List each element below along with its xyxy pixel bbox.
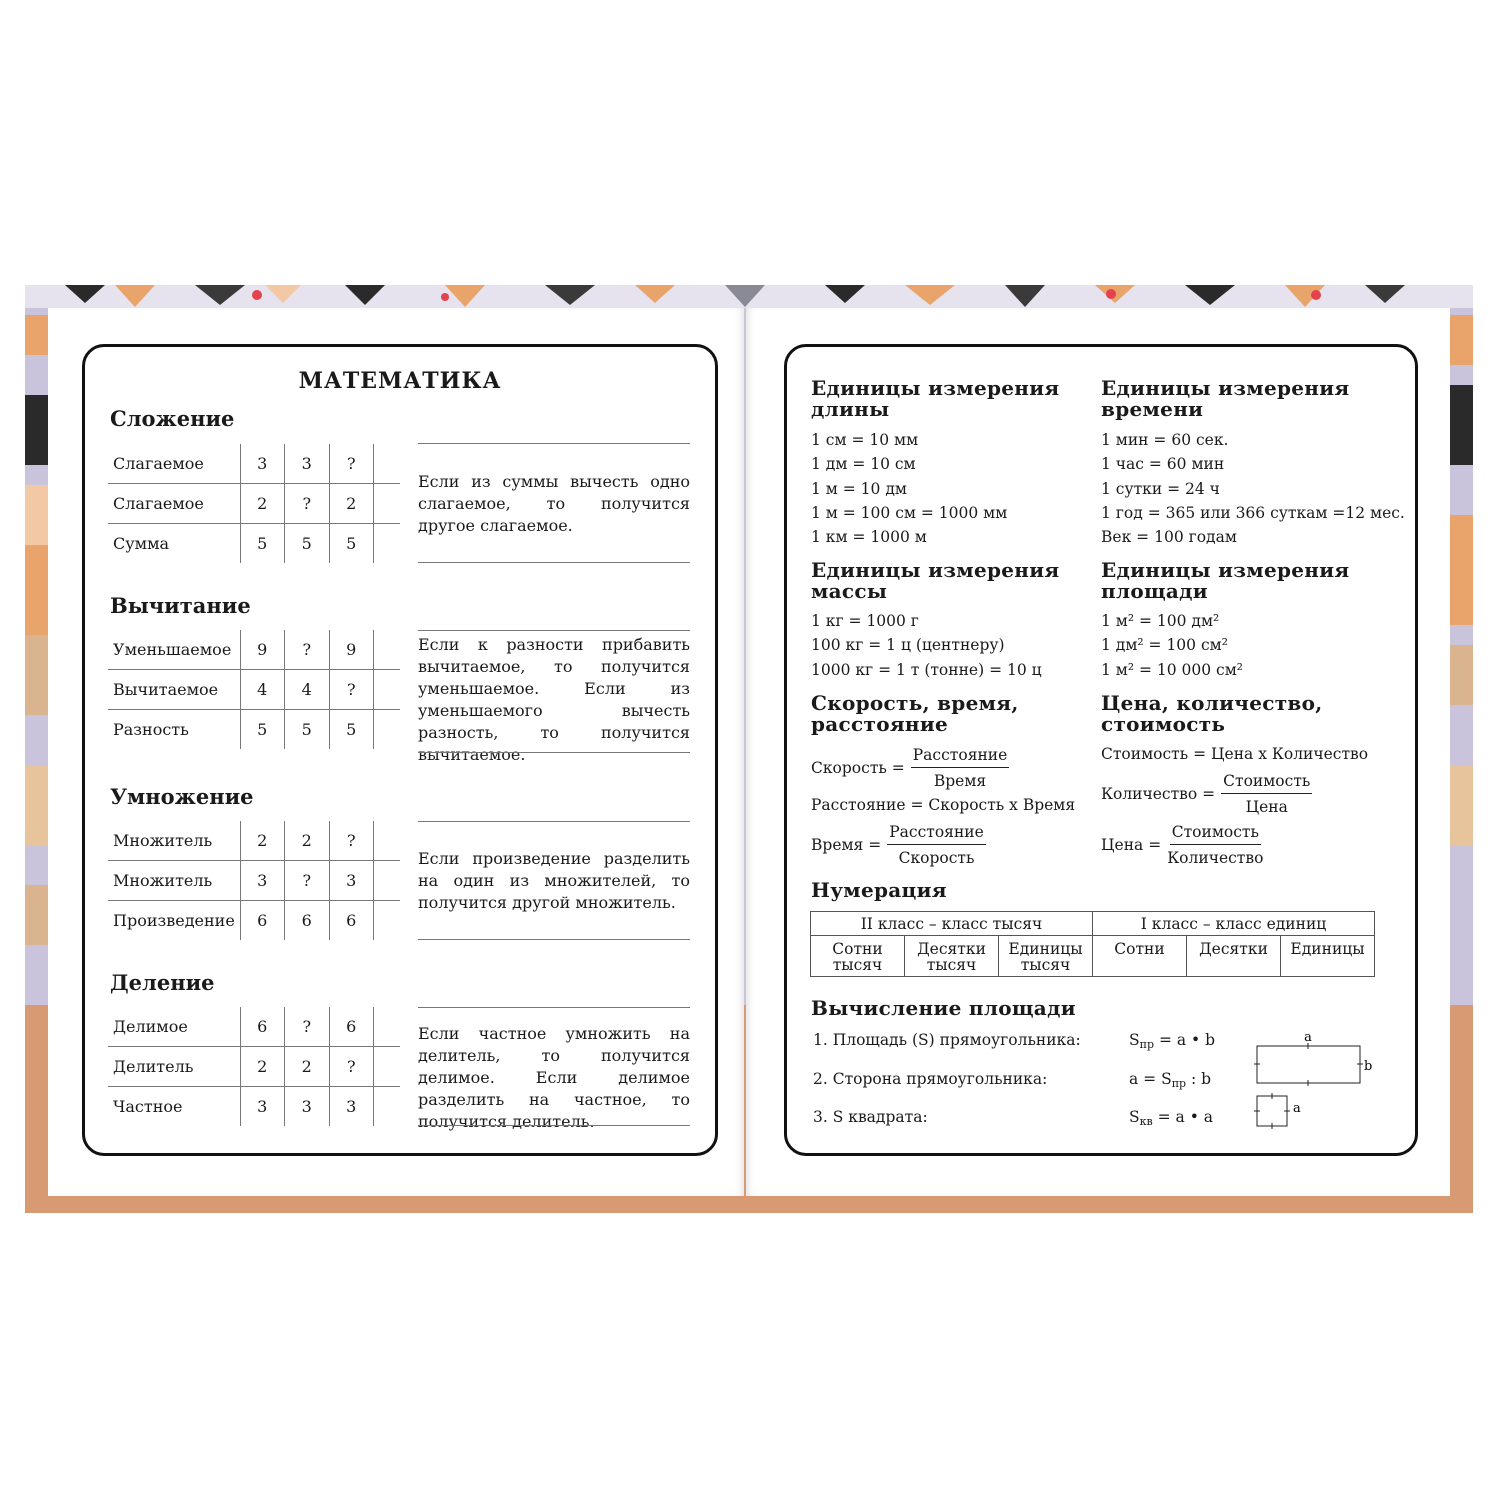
divider	[418, 562, 690, 563]
side-formula: $a = S_{пр}$ : b	[1129, 1070, 1212, 1090]
square-formula: $S_{кв} = a$ • a	[1129, 1108, 1214, 1128]
table-row: Произведение 6 6 6	[108, 900, 400, 940]
list-item: 1 дм² = 100 см²	[1101, 636, 1228, 655]
time-formula: Время = $\frac{\text{Расстояние}}{\text{Скорость}}$	[811, 823, 984, 867]
area-calc-title: Вычисление площади	[811, 996, 1076, 1020]
list-item: 1000 кг = 1 т (тонне) = 10 ц	[811, 660, 1042, 679]
divider	[418, 1125, 690, 1126]
table-row: Уменьшаемое 9 ? 9	[108, 630, 400, 670]
area-units-title: Единицы измерения площади	[1101, 558, 1350, 603]
division-rule: Если частное умножить на делитель, то получится делимое. Если делимое разделить на частное, то получится делитель.	[418, 1024, 690, 1131]
list-item: 1 км = 1000 м	[811, 528, 927, 547]
table-row: Сотни тысяч Десятки тысяч Единицы тысяч Сотни Десятки Единицы	[811, 936, 1375, 977]
list-item: 1 м = 10 дм	[811, 479, 907, 498]
division-title: Деление	[110, 970, 215, 995]
subtraction-rule: Если к разности прибавить вычитаемое, то получится уменьшаемое. Если из уменьшаемого вычесть разность, то получится вычитаемое.	[418, 635, 690, 764]
list-item: 1 м² = 100 дм²	[1101, 612, 1220, 630]
table-row: Делитель 2 2 ?	[108, 1047, 400, 1087]
page-title: МАТЕМАТИКА	[298, 368, 502, 394]
addition-rule: Если из суммы вычесть одно слагаемое, то получится другое слагаемое.	[418, 472, 690, 535]
speed-title: Скорость, время, расстояние	[811, 691, 1019, 736]
length-title: Единицы измерения длины	[811, 376, 1060, 421]
table-row: Множитель 3 ? 3	[108, 861, 400, 901]
multiplication-rule: Если произведение разделить на один из множителей, то получится другой множитель.	[418, 849, 690, 912]
area-rect-label: 1. Площадь (S) прямоугольника:	[813, 1031, 1081, 1049]
divider	[418, 630, 690, 631]
table-row: II класс – класс тысяч I класс – класс единиц	[811, 912, 1375, 936]
divider	[418, 443, 690, 444]
multiplication-table	[108, 821, 400, 940]
table-row: Множитель 2 2 ?	[108, 821, 400, 861]
numeration-table	[810, 911, 1375, 977]
price-title: Цена, количество, стоимость	[1101, 691, 1323, 736]
rectangle-figure	[1250, 1030, 1380, 1130]
svg-text:a: a	[1304, 1030, 1312, 1045]
list-item: 1 год = 365 или 366 суткам =12 мес.	[1101, 503, 1405, 522]
area-rect-formula: $S_{пр} = a$ • b	[1129, 1031, 1216, 1051]
list-item: 1 м² = 10 000 см²	[1101, 660, 1244, 679]
divider	[418, 752, 690, 753]
list-item: 100 кг = 1 ц (центнеру)	[811, 636, 1005, 655]
list-item: 1 час = 60 мин	[1101, 455, 1225, 474]
addition-table	[108, 444, 400, 563]
speed-formula: Скорость = $\frac{\text{Расстояние}}{\text{Время}}$	[811, 746, 1008, 790]
cost-formula: Стоимость = Цена х Количество	[1101, 745, 1369, 763]
numeration-title: Нумерация	[811, 878, 947, 902]
price-formula: Цена = $\frac{\text{Стоимость}}{\text{Количество}}$	[1101, 823, 1264, 867]
table-row: Делимое 6 ? 6	[108, 1007, 400, 1047]
table-row: Разность 5 5 5	[108, 709, 400, 749]
table-row: Частное 3 3 3	[108, 1086, 400, 1126]
table-row: Слагаемое 2 ? 2	[108, 484, 400, 524]
table-row: Сумма 5 5 5	[108, 523, 400, 563]
subtraction-title: Вычитание	[110, 593, 251, 618]
quantity-formula: Количество = $\frac{\text{Стоимость}}{\text{Цена}}$	[1101, 772, 1311, 816]
length-list	[811, 428, 1007, 549]
time-list	[1101, 428, 1405, 549]
divider	[418, 821, 690, 822]
table-row: Слагаемое 3 3 ?	[108, 444, 400, 484]
table-row: Вычитаемое 4 4 ?	[108, 670, 400, 710]
list-item: Век = 100 годам	[1101, 528, 1237, 547]
area-units-list	[1101, 609, 1243, 682]
divider	[418, 939, 690, 940]
divider	[418, 1007, 690, 1008]
list-item: 1 см = 10 мм	[811, 431, 919, 449]
svg-text:a: a	[1293, 1101, 1301, 1116]
list-item: 1 сутки = 24 ч	[1101, 479, 1220, 498]
svg-text:b: b	[1364, 1059, 1373, 1074]
square-label: 3. S квадрата:	[813, 1108, 928, 1126]
mass-title: Единицы измерения массы	[811, 558, 1060, 603]
division-table	[108, 1007, 400, 1126]
multiplication-title: Умножение	[110, 784, 254, 809]
list-item: 1 м = 100 см = 1000 мм	[811, 503, 1008, 522]
time-title: Единицы измерения времени	[1101, 376, 1350, 421]
side-label: 2. Сторона прямоугольника:	[813, 1070, 1048, 1088]
distance-formula: Расстояние = Скорость х Время	[811, 796, 1076, 814]
mass-list	[811, 609, 1042, 682]
list-item: 1 кг = 1000 г	[811, 612, 919, 630]
list-item: 1 мин = 60 сек.	[1101, 431, 1229, 449]
addition-title: Сложение	[110, 406, 235, 431]
list-item: 1 дм = 10 см	[811, 455, 916, 474]
subtraction-table	[108, 630, 400, 749]
